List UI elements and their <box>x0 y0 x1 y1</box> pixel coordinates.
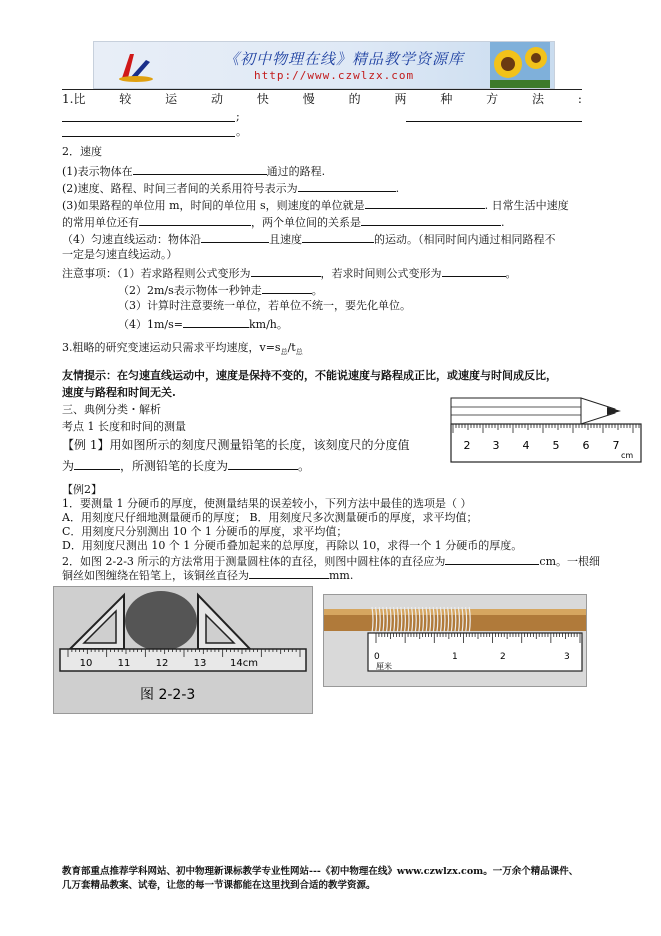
pencil-ruler-figure <box>449 394 645 466</box>
footer-line1: 教育部重点推荐学科网站、初中物理新课标教学专业性网站---《初中物理在线》www.czwlzx.com。一万余个精品课件、 <box>62 866 579 877</box>
section1-heading: 1.比 较 运 动 快 慢 的 两 种 方 法 : <box>62 92 582 106</box>
ruler-tick-label: 1 <box>452 652 458 662</box>
coil-figure <box>323 594 587 687</box>
sunflower-image <box>490 42 550 88</box>
period: 。 <box>236 125 247 138</box>
cylinder-measure-diagram <box>54 587 312 713</box>
answer-blank[interactable] <box>62 136 235 137</box>
section2-line6: 一定是匀速直线运动。） <box>62 248 178 261</box>
notes-line3: （3）计算时注意要统一单位，若单位不统一，要先化单位。 <box>118 299 411 312</box>
semicolon: ; <box>236 110 240 123</box>
notes-line2: （2）2m/s表示物体一秒钟走 。 <box>118 284 323 297</box>
ruler-tick-label: 7 <box>612 439 620 452</box>
answer-blank[interactable] <box>406 121 582 122</box>
answer-blank[interactable] <box>361 214 501 226</box>
figure-2-2-3 <box>53 586 313 714</box>
ruler-tick-label: 12 <box>155 658 169 669</box>
notes-line4: （4）1m/s= km/h。 <box>118 318 288 331</box>
question2-line1: 2．如图 2-2-3 所示的方法常用于测量圆柱体的直径，则图中圆柱体的直径应为 cm。一根细 <box>62 555 601 568</box>
answer-blank[interactable] <box>445 553 539 565</box>
ruler-unit: 厘米 <box>376 662 392 671</box>
answer-blank[interactable] <box>298 180 396 192</box>
topic-point: 考点 1 长度和时间的测量 <box>62 420 186 433</box>
example2-label: 【例2】 <box>62 483 102 496</box>
answer-blank[interactable] <box>201 231 269 243</box>
answer-blank[interactable] <box>365 197 485 209</box>
section2-heading: 2．速度 <box>62 145 102 158</box>
section2-line1: (1)表示物体在 通过的路程. <box>62 165 326 178</box>
notes-line1: 注意事项：（1）若求路程则公式变形为 ，若求时间则公式变形为 。 <box>62 267 517 280</box>
section3-line: 3.粗略的研究变速运动只需求平均速度，$v=s_总/t_总$ <box>62 341 303 357</box>
ruler-tick-label: 0 <box>374 652 380 662</box>
ruler-unit: cm <box>621 451 634 460</box>
section2-line2: (2)速度、路程、时间三者间的关系用符号表示为 . <box>62 182 400 195</box>
tip-line1: 友情提示：在匀速直线运动中，速度是保持不变的，不能说速度与路程成正比，或速度与时间成反比， <box>62 369 557 382</box>
site-banner <box>93 41 555 89</box>
ruler-tick-label: 3 <box>492 439 500 452</box>
question2-line2: 铜丝如图缠绕在铅笔上，该铜丝直径为 mm. <box>62 569 354 582</box>
question1: 1．要测量 1 分硬币的厚度，使测量结果的误差较小，下列方法中最佳的选项是（ ） <box>62 497 472 510</box>
examples-heading: 三、典例分类・解析 <box>62 403 161 416</box>
header-rule <box>62 89 582 90</box>
section2-line4: 的常用单位还有 ，两个单位间的关系是 . <box>62 216 505 229</box>
answer-blank[interactable] <box>74 458 120 470</box>
coil-measure-diagram <box>324 595 586 686</box>
ruler <box>451 424 641 462</box>
answer-blank[interactable] <box>62 121 235 122</box>
ruler-tick-label: 11 <box>117 658 131 669</box>
banner-url: http://www.czwlzx.com <box>254 69 415 82</box>
answer-blank[interactable] <box>133 163 267 175</box>
answer-blank[interactable] <box>251 265 321 277</box>
cylinder-icon <box>125 591 197 651</box>
pencil-icon <box>451 398 621 424</box>
section2-line5: （4）匀速直线运动：物体沿 且速度 的运动。（相同时间内通过相同路程不 <box>62 233 556 246</box>
ruler-tick-label: 3 <box>564 652 570 662</box>
ruler-tick-label: 13 <box>193 658 207 669</box>
footer-line2: 几万套精品教案、试卷，让您的每一节课都能在这里找到合适的教学资源。 <box>62 880 376 891</box>
option-c: C．用刻度尺分别测出 10 个 1 分硬币的厚度，求平均值； <box>62 525 348 538</box>
option-a-b: A．用刻度尺仔细地测量硬币的厚度； B．用刻度尺多次测量硬币的厚度，求平均值； <box>62 511 478 524</box>
answer-blank[interactable] <box>262 282 312 294</box>
ruler-tick-label: 2 <box>500 652 506 662</box>
answer-blank[interactable] <box>302 231 374 243</box>
ruler-tick-label: 5 <box>552 439 560 452</box>
example1-line2: 为 ，所测铅笔的长度为 。 <box>62 459 311 473</box>
ruler-tick-label: 2 <box>463 439 471 452</box>
answer-blank[interactable] <box>183 316 249 328</box>
ruler-tick-label: 14cm <box>230 658 258 669</box>
banner-title: 《初中物理在线》精品教学资源库 <box>224 50 465 68</box>
answer-blank[interactable] <box>249 567 329 579</box>
answer-blank[interactable] <box>228 458 298 470</box>
figure-caption: 图 2-2-3 <box>140 687 196 703</box>
example1-line1: 【例 1】用如图所示的刻度尺测量铅笔的长度，该刻度尺的分度值 <box>62 438 410 452</box>
site-logo <box>116 48 156 84</box>
ruler-tick-label: 4 <box>522 439 530 452</box>
ruler-tick-label: 10 <box>79 658 93 669</box>
answer-blank[interactable] <box>139 214 251 226</box>
ruler-tick-label: 6 <box>582 439 590 452</box>
answer-blank[interactable] <box>442 265 506 277</box>
section2-line3: (3)如果路程的单位用 m，时间的单位用 s，则速度的单位就是 . 日常生活中速度 <box>62 199 569 212</box>
option-d: D．用刻度尺测出 10 个 1 分硬币叠加起来的总厚度，再除以 10，求得一个 1 分硬币的厚度。 <box>62 539 523 552</box>
tip-line2: 速度与路程和时间无关. <box>62 386 176 399</box>
